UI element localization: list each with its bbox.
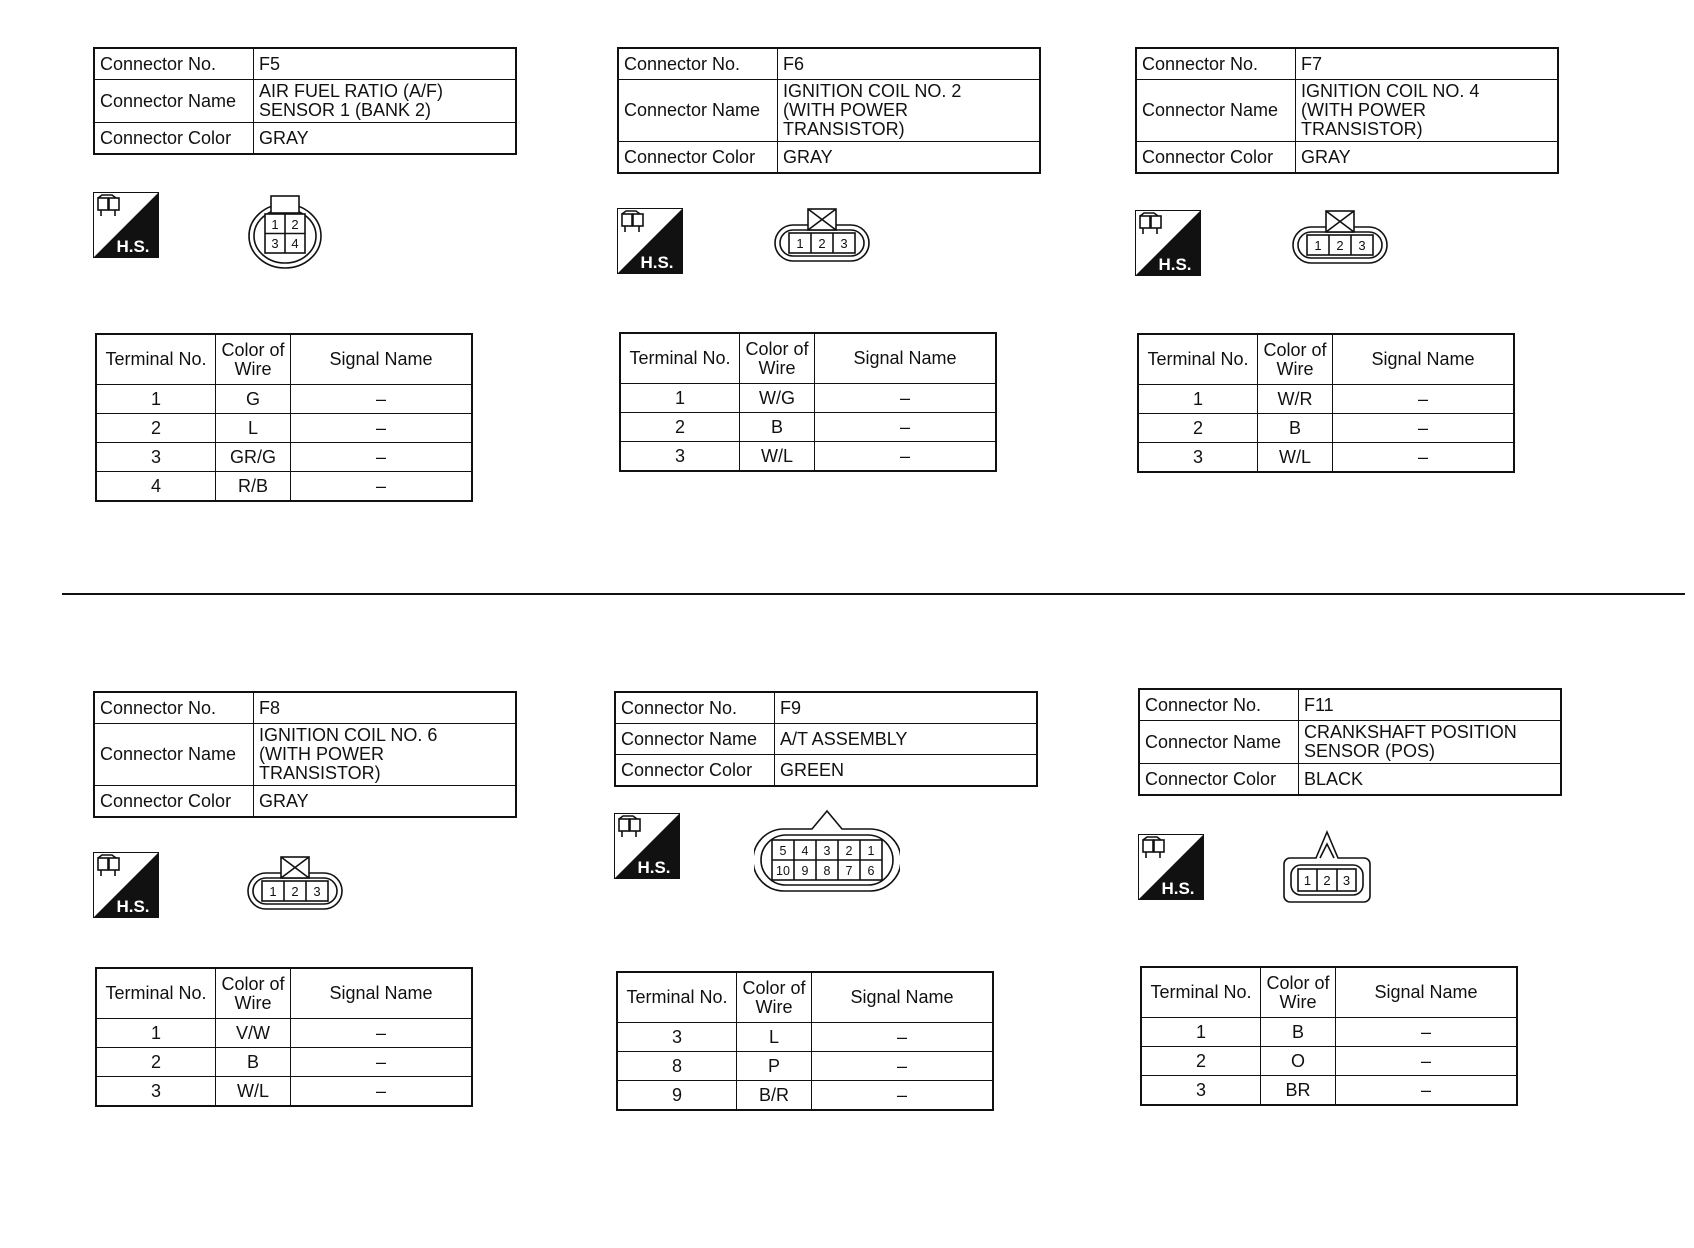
hs-label: H.S. <box>637 858 671 877</box>
hs-label: H.S. <box>1158 255 1192 274</box>
terminal-no: 2 <box>96 414 216 443</box>
terminal-no: 1 <box>96 385 216 414</box>
pin-label: 3 <box>1358 238 1366 253</box>
terminal-no: 2 <box>620 413 740 442</box>
signal-name: – <box>812 1052 994 1081</box>
wire-color-header: Color of Wire <box>216 968 291 1019</box>
terminal-header-row <box>1141 967 1517 1018</box>
terminal-table <box>619 332 997 472</box>
connector-info-table <box>93 47 517 155</box>
signal-name: – <box>1333 443 1515 473</box>
wire-color: W/L <box>216 1077 291 1107</box>
pin-label: 2 <box>291 217 299 232</box>
pin-label: 3 <box>313 884 321 899</box>
connector-no-value: F5 <box>254 48 517 80</box>
wire-color: G <box>216 385 291 414</box>
connector-name-label: Connector Name <box>615 724 775 755</box>
connector-name-value: AIR FUEL RATIO (A/F) SENSOR 1 (BANK 2) <box>254 80 517 123</box>
pin-label: 6 <box>867 864 875 878</box>
pin-label: 8 <box>823 864 831 878</box>
hs-label: H.S. <box>640 253 674 272</box>
table-row <box>1138 414 1514 443</box>
terminal-no: 2 <box>96 1048 216 1077</box>
connector-info-table <box>93 691 517 818</box>
signal-name-header: Signal Name <box>812 972 994 1023</box>
signal-name-header: Signal Name <box>291 968 473 1019</box>
table-row <box>96 443 472 472</box>
terminal-no: 3 <box>96 1077 216 1107</box>
connector-color-label: Connector Color <box>94 123 254 155</box>
connector-name-label: Connector Name <box>1139 721 1299 764</box>
connector-face-4pin <box>245 194 325 272</box>
wire-color: B/R <box>737 1081 812 1111</box>
signal-name: – <box>1333 414 1515 443</box>
wire-color-header: Color of Wire <box>216 334 291 385</box>
pin-label: 2 <box>1336 238 1344 253</box>
pin-label: 3 <box>1342 873 1351 888</box>
harness-side-icon <box>1135 210 1201 276</box>
connector-color-value: GRAY <box>1296 142 1559 174</box>
wire-color: W/L <box>740 442 815 472</box>
connector-panel-f7 <box>1135 47 1615 527</box>
pin-label: 9 <box>801 864 809 878</box>
signal-name: – <box>1336 1047 1518 1076</box>
pin-label: 1 <box>269 884 277 899</box>
connector-color-value: BLACK <box>1299 764 1562 796</box>
connector-name-value: IGNITION COIL NO. 6 (WITH POWER TRANSISTOR) <box>254 724 517 786</box>
terminal-no: 3 <box>620 442 740 472</box>
pin-label: 4 <box>801 844 809 858</box>
table-row <box>1141 1018 1517 1047</box>
signal-name: – <box>291 414 473 443</box>
terminal-no: 3 <box>617 1023 737 1052</box>
terminal-no: 3 <box>1138 443 1258 473</box>
terminal-table <box>95 967 473 1107</box>
connector-color-label: Connector Color <box>94 786 254 818</box>
table-row <box>96 1048 472 1077</box>
signal-name-header: Signal Name <box>1333 334 1515 385</box>
signal-name: – <box>291 1019 473 1048</box>
wire-color-header: Color of Wire <box>1261 967 1336 1018</box>
connector-info-table <box>614 691 1038 787</box>
table-row <box>620 384 996 413</box>
pin-label: 1 <box>271 217 279 232</box>
terminal-no-header: Terminal No. <box>617 972 737 1023</box>
pin-label: 1 <box>1303 873 1312 888</box>
terminal-header-row <box>96 334 472 385</box>
pin-label: 3 <box>271 236 279 251</box>
table-row <box>620 413 996 442</box>
signal-name: – <box>291 472 473 502</box>
wire-color: B <box>740 413 815 442</box>
connector-name-value: CRANKSHAFT POSITION SENSOR (POS) <box>1299 721 1562 764</box>
terminal-header-row <box>617 972 993 1023</box>
connector-name-value: A/T ASSEMBLY <box>775 724 1038 755</box>
table-row <box>617 1052 993 1081</box>
hs-label: H.S. <box>116 897 150 916</box>
pin-label: 10 <box>776 864 790 878</box>
wire-color: V/W <box>216 1019 291 1048</box>
signal-name: – <box>815 413 997 442</box>
connector-no-value: F7 <box>1296 48 1559 80</box>
table-row <box>1141 1076 1517 1106</box>
connector-info-table <box>1135 47 1559 174</box>
signal-name: – <box>1333 385 1515 414</box>
wire-color: GR/G <box>216 443 291 472</box>
table-row <box>1138 443 1514 473</box>
table-row <box>1141 1047 1517 1076</box>
connector-panel-f9 <box>614 691 1094 1171</box>
signal-name: – <box>1336 1018 1518 1047</box>
connector-info-table <box>1138 688 1562 796</box>
pin-label: 2 <box>818 236 826 251</box>
connector-color-label: Connector Color <box>615 755 775 787</box>
wire-color: R/B <box>216 472 291 502</box>
table-row <box>96 414 472 443</box>
connector-color-value: GRAY <box>778 142 1041 174</box>
section-divider <box>62 593 1685 595</box>
signal-name: – <box>815 384 997 413</box>
pin-label: 1 <box>867 844 875 858</box>
table-row <box>617 1023 993 1052</box>
terminal-no: 1 <box>96 1019 216 1048</box>
connector-face-3pin-keyed <box>1282 828 1372 904</box>
wire-color: B <box>216 1048 291 1077</box>
signal-name: – <box>812 1023 994 1052</box>
wire-color: L <box>216 414 291 443</box>
connector-face-3pin <box>1290 207 1390 267</box>
wire-color: W/R <box>1258 385 1333 414</box>
wire-color: L <box>737 1023 812 1052</box>
connector-name-value: IGNITION COIL NO. 2 (WITH POWER TRANSISTOR) <box>778 80 1041 142</box>
terminal-no-header: Terminal No. <box>1138 334 1258 385</box>
signal-name-header: Signal Name <box>815 333 997 384</box>
signal-name: – <box>1336 1076 1518 1106</box>
connector-no-value: F8 <box>254 692 517 724</box>
terminal-no-header: Terminal No. <box>620 333 740 384</box>
pin-label: 3 <box>840 236 848 251</box>
pin-label: 4 <box>291 236 299 251</box>
terminal-no: 2 <box>1138 414 1258 443</box>
terminal-table <box>1140 966 1518 1106</box>
connector-info-table <box>617 47 1041 174</box>
harness-side-icon <box>93 852 159 918</box>
connector-no-value: F6 <box>778 48 1041 80</box>
signal-name-header: Signal Name <box>1336 967 1518 1018</box>
terminal-table <box>95 333 473 502</box>
signal-name: – <box>291 1048 473 1077</box>
connector-name-value: IGNITION COIL NO. 4 (WITH POWER TRANSISTOR) <box>1296 80 1559 142</box>
signal-name: – <box>815 442 997 472</box>
wire-color-header: Color of Wire <box>737 972 812 1023</box>
connector-no-label: Connector No. <box>615 692 775 724</box>
connector-face-3pin <box>772 205 872 265</box>
table-row <box>617 1081 993 1111</box>
signal-name: – <box>291 443 473 472</box>
connector-name-label: Connector Name <box>618 80 778 142</box>
connector-panel-f8 <box>93 691 573 1171</box>
terminal-no: 2 <box>1141 1047 1261 1076</box>
hs-label: H.S. <box>1161 879 1195 898</box>
terminal-no: 9 <box>617 1081 737 1111</box>
signal-name: – <box>291 1077 473 1107</box>
terminal-no: 1 <box>1141 1018 1261 1047</box>
harness-side-icon <box>1138 834 1204 900</box>
connector-color-label: Connector Color <box>618 142 778 174</box>
wire-color: B <box>1261 1018 1336 1047</box>
connector-panel-f11 <box>1138 688 1618 1168</box>
pin-label: 1 <box>1314 238 1322 253</box>
pin-label: 7 <box>845 864 853 878</box>
terminal-no-header: Terminal No. <box>1141 967 1261 1018</box>
connector-panel-f5 <box>93 47 573 527</box>
pin-label: 5 <box>779 844 787 858</box>
wire-color-header: Color of Wire <box>740 333 815 384</box>
connector-no-label: Connector No. <box>1139 689 1299 721</box>
table-row <box>96 472 472 502</box>
terminal-no: 4 <box>96 472 216 502</box>
harness-side-icon <box>614 813 680 879</box>
connector-face-3pin <box>245 853 345 913</box>
wire-color: P <box>737 1052 812 1081</box>
terminal-header-row <box>620 333 996 384</box>
connector-panel-f6 <box>617 47 1097 527</box>
pin-label: 2 <box>291 884 299 899</box>
terminal-no: 1 <box>1138 385 1258 414</box>
connector-name-label: Connector Name <box>94 80 254 123</box>
signal-name-header: Signal Name <box>291 334 473 385</box>
wire-color-header: Color of Wire <box>1258 334 1333 385</box>
table-row <box>1138 385 1514 414</box>
connector-no-label: Connector No. <box>94 692 254 724</box>
terminal-no: 3 <box>96 443 216 472</box>
connector-no-label: Connector No. <box>94 48 254 80</box>
connector-color-label: Connector Color <box>1139 764 1299 796</box>
pin-label: 1 <box>796 236 804 251</box>
terminal-header-row <box>96 968 472 1019</box>
wire-color: W/L <box>1258 443 1333 473</box>
connector-color-value: GRAY <box>254 123 517 155</box>
signal-name: – <box>812 1081 994 1111</box>
connector-no-value: F11 <box>1299 689 1562 721</box>
connector-no-label: Connector No. <box>1136 48 1296 80</box>
terminal-table <box>1137 333 1515 473</box>
terminal-no-header: Terminal No. <box>96 968 216 1019</box>
terminal-no: 3 <box>1141 1076 1261 1106</box>
terminal-no-header: Terminal No. <box>96 334 216 385</box>
terminal-no: 1 <box>620 384 740 413</box>
connector-face-10pin <box>754 807 900 895</box>
terminal-table <box>616 971 994 1111</box>
connector-no-label: Connector No. <box>618 48 778 80</box>
harness-side-icon <box>617 208 683 274</box>
table-row <box>620 442 996 472</box>
harness-side-icon <box>93 192 159 258</box>
connector-color-value: GRAY <box>254 786 517 818</box>
connector-name-label: Connector Name <box>94 724 254 786</box>
terminal-no: 8 <box>617 1052 737 1081</box>
terminal-header-row <box>1138 334 1514 385</box>
wire-color: BR <box>1261 1076 1336 1106</box>
wire-color: O <box>1261 1047 1336 1076</box>
connector-color-label: Connector Color <box>1136 142 1296 174</box>
table-row <box>96 1077 472 1107</box>
table-row <box>96 385 472 414</box>
connector-color-value: GREEN <box>775 755 1038 787</box>
connector-name-label: Connector Name <box>1136 80 1296 142</box>
pin-label: 2 <box>1323 873 1331 888</box>
signal-name: – <box>291 385 473 414</box>
connector-no-value: F9 <box>775 692 1038 724</box>
wire-color: B <box>1258 414 1333 443</box>
pin-label: 3 <box>823 844 831 858</box>
pin-label: 2 <box>845 844 853 858</box>
table-row <box>96 1019 472 1048</box>
hs-label: H.S. <box>116 237 150 256</box>
wire-color: W/G <box>740 384 815 413</box>
